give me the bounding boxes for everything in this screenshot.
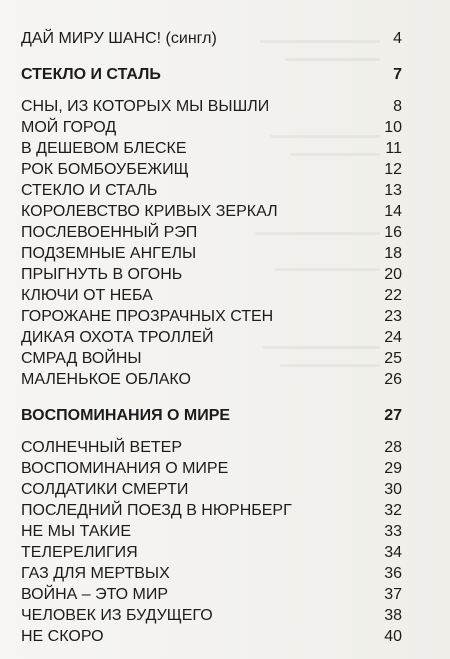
- toc-entry-title: В ДЕШЕВОМ БЛЕСКЕ: [21, 140, 187, 157]
- toc-entry: [0, 222, 450, 243]
- toc-entry-page: 36: [384, 565, 402, 582]
- toc-entry-page: 13: [384, 182, 402, 199]
- toc-entry-title: КОРОЛЕВСТВО КРИВЫХ ЗЕРКАЛ: [21, 203, 278, 220]
- toc-entry: [0, 500, 450, 521]
- toc-entry-page: 8: [393, 98, 402, 115]
- toc-entry-title: ВОСПОМИНАНИЯ О МИРЕ: [21, 460, 229, 477]
- toc-entry-page: 22: [384, 287, 402, 304]
- toc-entry-page: 16: [384, 224, 402, 241]
- toc-entry-page: 24: [384, 329, 402, 346]
- toc-entry: [0, 243, 450, 264]
- toc-entry-page: 14: [384, 203, 402, 220]
- toc-entry-page: 12: [384, 161, 402, 178]
- toc-entry-page: 32: [384, 502, 402, 519]
- toc-entry-page: 40: [384, 628, 402, 645]
- toc-entry-page: 38: [384, 607, 402, 624]
- toc-entry-title: НЕ СКОРО: [21, 628, 104, 645]
- toc-entry: [0, 180, 450, 201]
- toc-entry-title: НЕ МЫ ТАКИЕ: [21, 523, 132, 540]
- toc-entry: [0, 584, 450, 605]
- toc-entry-title: ГАЗ ДЛЯ МЕРТВЫХ: [21, 565, 170, 582]
- toc-entry: [0, 327, 450, 348]
- toc-section-heading: [0, 63, 450, 86]
- toc-entry-page: 23: [384, 308, 402, 325]
- toc-entry: [0, 542, 450, 563]
- toc-entry: [0, 28, 450, 49]
- toc-section-title: ВОСПОМИНАНИЯ О МИРЕ: [21, 407, 231, 424]
- toc-entry: [0, 458, 450, 479]
- toc-entry: [0, 348, 450, 369]
- toc-entry-page: 20: [384, 266, 402, 283]
- toc-entry-page: 18: [384, 245, 402, 262]
- toc-entry: [0, 479, 450, 500]
- toc-entry-title: ПОСЛЕДНИЙ ПОЕЗД В НЮРНБЕРГ: [21, 502, 292, 519]
- toc-entry-title: СОЛДАТИКИ СМЕРТИ: [21, 481, 189, 498]
- toc-entry-page: 11: [385, 140, 402, 157]
- toc-section-title: СТЕКЛО И СТАЛЬ: [21, 66, 161, 83]
- toc-entry: [0, 605, 450, 626]
- toc-entry-title: ЧЕЛОВЕК ИЗ БУДУЩЕГО: [21, 607, 213, 624]
- toc-entry-page: 4: [393, 30, 402, 47]
- toc-entry-title: СТЕКЛО И СТАЛЬ: [21, 182, 158, 199]
- toc-entry-page: 10: [384, 119, 402, 136]
- toc-section-page: 7: [393, 66, 402, 83]
- toc-entry: [0, 626, 450, 647]
- toc-entry-page: 25: [384, 350, 402, 367]
- toc-entry: [0, 201, 450, 222]
- toc-entry-title: СНЫ, ИЗ КОТОРЫХ МЫ ВЫШЛИ: [21, 98, 270, 115]
- toc-section-page: 27: [384, 407, 402, 424]
- toc-entry-title: ПОСЛЕВОЕННЫЙ РЭП: [21, 224, 198, 241]
- toc-entry-page: 28: [384, 439, 402, 456]
- toc-entry: [0, 369, 450, 390]
- toc-entry-title: ПРЫГНУТЬ В ОГОНЬ: [21, 266, 183, 283]
- toc-entry: [0, 159, 450, 180]
- toc-entry-page: 37: [384, 586, 402, 603]
- toc-entry-page: 34: [384, 544, 402, 561]
- toc-entry-page: 26: [384, 371, 402, 388]
- toc-entry-title: КЛЮЧИ ОТ НЕБА: [21, 287, 153, 304]
- toc-entry: [0, 285, 450, 306]
- toc-entry-page: 30: [384, 481, 402, 498]
- toc-section-heading: [0, 404, 450, 427]
- toc-entry: [0, 138, 450, 159]
- toc-entry-page: 29: [384, 460, 402, 477]
- toc-entry-title: МОЙ ГОРОД: [21, 119, 117, 136]
- toc-entry: [0, 96, 450, 117]
- toc-entry: [0, 306, 450, 327]
- toc-entry-title: ТЕЛЕРЕЛИГИЯ: [21, 544, 138, 561]
- table-of-contents: [0, 28, 450, 647]
- toc-entry-page: 33: [384, 523, 402, 540]
- toc-entry: [0, 117, 450, 138]
- toc-entry: [0, 521, 450, 542]
- toc-entry-title: СОЛНЕЧНЫЙ ВЕТЕР: [21, 439, 182, 456]
- toc-entry-title: МАЛЕНЬКОЕ ОБЛАКО: [21, 371, 191, 388]
- toc-entry-title: ДАЙ МИРУ ШАНС! (сингл): [21, 30, 217, 47]
- toc-entry: [0, 264, 450, 285]
- toc-entry-title: ВОЙНА – ЭТО МИР: [21, 586, 169, 603]
- toc-entry: [0, 437, 450, 458]
- toc-entry-title: ГОРОЖАНЕ ПРОЗРАЧНЫХ СТЕН: [21, 308, 274, 325]
- toc-entry-title: ПОДЗЕМНЫЕ АНГЕЛЫ: [21, 245, 197, 262]
- toc-entry-title: РОК БОМБОУБЕЖИЩ: [21, 161, 189, 178]
- toc-entry-title: ДИКАЯ ОХОТА ТРОЛЛЕЙ: [21, 329, 214, 346]
- toc-entry-title: СМРАД ВОЙНЫ: [21, 350, 142, 367]
- toc-entry: [0, 563, 450, 584]
